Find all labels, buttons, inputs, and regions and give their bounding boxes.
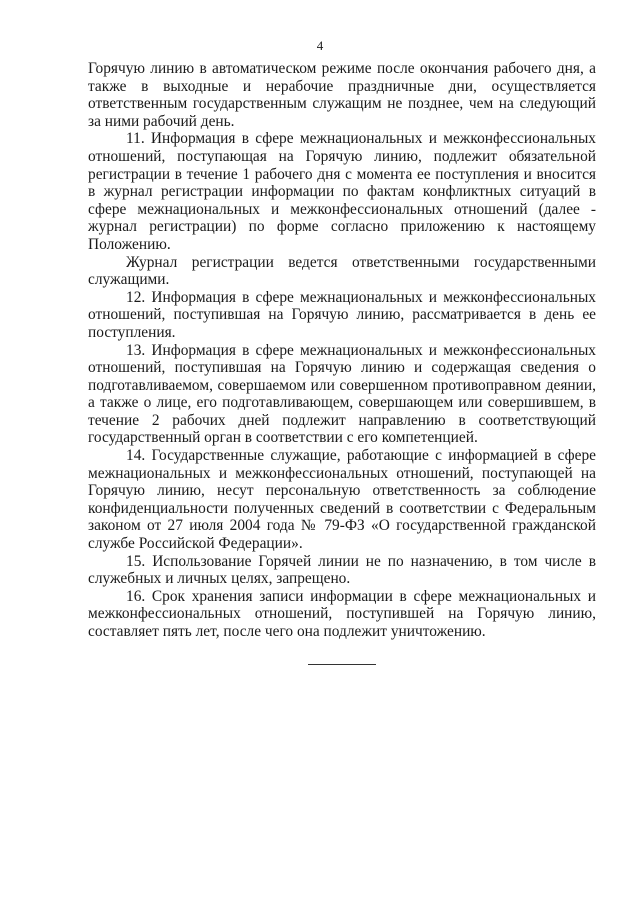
page-number: 4	[316, 38, 324, 53]
paragraph-item-14: 14. Государственные служащие, работающие с информацией в сфере межнациональных и межконфессиональных отношений, поступающей на Горячую линию, несут персональную ответственность за соблюдение конфиденциальности полученных сведений в соответствии с Федеральным законом от 27 июля 2004 года № 79-ФЗ «О государственной гражданской службе Российской Федерации».	[88, 447, 596, 553]
paragraph-continuation: Горячую линию в автоматическом режиме после окончания рабочего дня, а также в выходные и нерабочие праздничные дни, осуществляется ответственным государственным служащим не позднее, чем на следующий за ними рабочий день.	[88, 60, 596, 130]
paragraph-item-11: 11. Информация в сфере межнациональных и межконфессиональных отношений, поступающая на Горячую линию, подлежит обязательной регистрации в течение 1 рабочего дня с момента ее поступления и вносится в журнал регистрации информации по фактам конфликтных ситуаций в сфере межнациональных и межконфессиональных отношений (далее - журнал регистрации) по форме согласно приложению к настоящему Положению.	[88, 130, 596, 253]
paragraph-journal-note: Журнал регистрации ведется ответственными государственными служащими.	[88, 253, 596, 289]
end-of-document-rule	[308, 664, 376, 665]
document-body	[88, 60, 596, 641]
paragraph-item-13: 13. Информация в сфере межнациональных и межконфессиональных отношений, поступившая на Горячую линию и содержащая сведения о подготавливаемом, совершаемом или совершенном противоправном деянии, а также о лице, его подготавливающем, совершающем или совершившем, в течение 2 рабочих дней подлежит направлению в соответствующий государственный орган в соответствии с его компетенцией.	[88, 341, 596, 447]
paragraph-item-12: 12. Информация в сфере межнациональных и межконфессиональных отношений, поступившая на Горячую линию, рассматривается в день ее поступления.	[88, 288, 596, 341]
paragraph-item-15: 15. Использование Горячей линии не по назначению, в том числе в служебных и личных целях, запрещено.	[88, 552, 596, 588]
paragraph-item-16: 16. Срок хранения записи информации в сфере межнациональных и межконфессиональных отношений, поступившей на Горячую линию, составляет пять лет, после чего она подлежит уничтожению.	[88, 587, 596, 640]
